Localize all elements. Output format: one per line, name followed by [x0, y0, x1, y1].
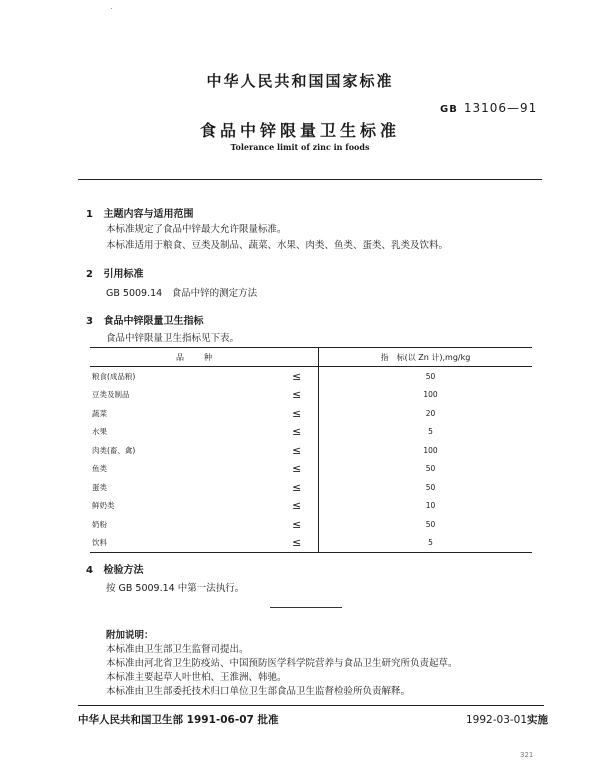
- section-1-number: 1: [86, 209, 93, 220]
- section-2-number: 2: [86, 269, 93, 280]
- gb-number: 13106—91: [463, 101, 538, 115]
- less-or-equal-symbol: ≤: [292, 515, 319, 534]
- limit-value-cell: 50: [425, 519, 436, 529]
- less-or-equal-symbol: ≤: [292, 386, 319, 405]
- page-number: 321: [520, 751, 534, 759]
- food-type-cell: 水果: [92, 427, 107, 437]
- limit-value-cell: 20: [425, 408, 436, 418]
- notes-line-1: 本标准由卫生部卫生监督司提出。: [106, 644, 249, 655]
- section-1-heading: [86, 205, 193, 220]
- less-or-equal-symbol: ≤: [292, 367, 319, 386]
- less-or-equal-symbol: ≤: [292, 460, 319, 479]
- food-type-cell: 奶粉: [92, 519, 107, 529]
- english-title: Tolerance limit of zinc in foods: [230, 142, 370, 152]
- notes-line-2: 本标准由河北省卫生防疫站、中国预防医学科学院营养与食品卫生研究所负责起草。: [106, 658, 458, 669]
- table-row: [90, 534, 532, 553]
- notes-line-4: 本标准由卫生部委托技术归口单位卫生部食品卫生监督检验所负责解释。: [106, 686, 411, 697]
- scan-speck: [111, 8, 112, 9]
- gb-prefix: GB: [440, 104, 458, 115]
- table-body: [90, 367, 532, 553]
- less-or-equal-symbol: ≤: [292, 497, 319, 516]
- table-row: [90, 460, 532, 479]
- implementation-line: [466, 712, 548, 727]
- section-4-heading: [86, 561, 143, 576]
- limit-value-cell: 5: [319, 534, 533, 553]
- limit-header: 指 标(以 Zn 计),mg/kg: [319, 348, 533, 367]
- national-standard-heading: 中华人民共和国国家标准: [206, 72, 394, 90]
- section-4-paragraph-1: 按 GB 5009.14 中第一法执行。: [106, 583, 245, 594]
- section-2-title: 引用标准: [103, 269, 144, 280]
- header-divider: [78, 179, 542, 180]
- food-type-header: 品种: [90, 348, 319, 367]
- limit-value-cell: 100: [423, 390, 438, 400]
- less-or-equal-symbol: ≤: [292, 478, 319, 497]
- implementation-label: 实施: [527, 714, 549, 726]
- document-title: 食品中锌限量卫生标准: [199, 121, 400, 140]
- section-3-heading: [86, 312, 203, 327]
- table-row: [90, 367, 532, 386]
- table-header-row: [90, 348, 532, 367]
- less-or-equal-symbol: ≤: [292, 534, 319, 553]
- table-row: [90, 404, 532, 423]
- limit-value-cell: 50: [425, 464, 436, 474]
- section-1-paragraph-1: 本标准规定了食品中锌最大允许限量标准。: [106, 224, 287, 235]
- less-or-equal-symbol: ≤: [292, 423, 319, 442]
- section-end-rule: [270, 607, 342, 608]
- section-3-paragraph-1: 食品中锌限量卫生指标见下表。: [106, 333, 240, 344]
- table-row: [90, 497, 532, 516]
- less-or-equal-symbol: ≤: [292, 404, 319, 423]
- approval-line: 中华人民共和国卫生部 1991-06-07 批准: [78, 714, 279, 726]
- less-or-equal-symbol: ≤: [292, 441, 319, 460]
- food-type-cell: 粮食(成品粮): [92, 371, 136, 381]
- table-row: [90, 478, 532, 497]
- notes-heading: 附加说明：: [106, 630, 154, 641]
- section-2-paragraph-1: GB 5009.14 食品中锌的测定方法: [106, 288, 258, 299]
- notes-line-3: 本标准主要起草人叶世柏、王淮洲、韩驰。: [106, 672, 287, 683]
- section-2-heading: [86, 265, 143, 280]
- zinc-limit-table: [90, 347, 532, 553]
- table-row: [90, 441, 532, 460]
- limit-value-cell: 100: [423, 445, 438, 455]
- limit-value-cell: 5: [428, 427, 433, 437]
- section-4-number: 4: [86, 565, 93, 576]
- food-type-cell: 蛋类: [92, 482, 107, 492]
- standard-code: [440, 101, 537, 115]
- implementation-date: 1992-03-01: [466, 714, 528, 726]
- limit-value-cell: 50: [425, 371, 436, 381]
- section-1-title: 主题内容与适用范围: [103, 209, 194, 220]
- food-type-cell: 饮料: [90, 534, 292, 553]
- footer-divider: [78, 705, 544, 706]
- table-row: [90, 386, 532, 405]
- section-1-paragraph-2: 本标准适用于粮食、豆类及制品、蔬菜、水果、肉类、鱼类、蛋类、乳类及饮料。: [106, 240, 449, 251]
- section-3-title: 食品中锌限量卫生指标: [103, 316, 204, 327]
- limit-value-cell: 50: [425, 482, 436, 492]
- limit-value-cell: 10: [425, 501, 436, 511]
- food-type-cell: 豆类及制品: [92, 390, 130, 400]
- section-4-title: 检验方法: [103, 565, 144, 576]
- food-type-cell: 蔬菜: [92, 408, 107, 418]
- food-type-cell: 鱼类: [92, 464, 107, 474]
- table-row: [90, 423, 532, 442]
- food-type-cell: 肉类(畜、禽): [92, 445, 136, 455]
- food-type-cell: 鲜奶类: [92, 501, 115, 511]
- section-3-number: 3: [86, 316, 93, 327]
- table-row: [90, 515, 532, 534]
